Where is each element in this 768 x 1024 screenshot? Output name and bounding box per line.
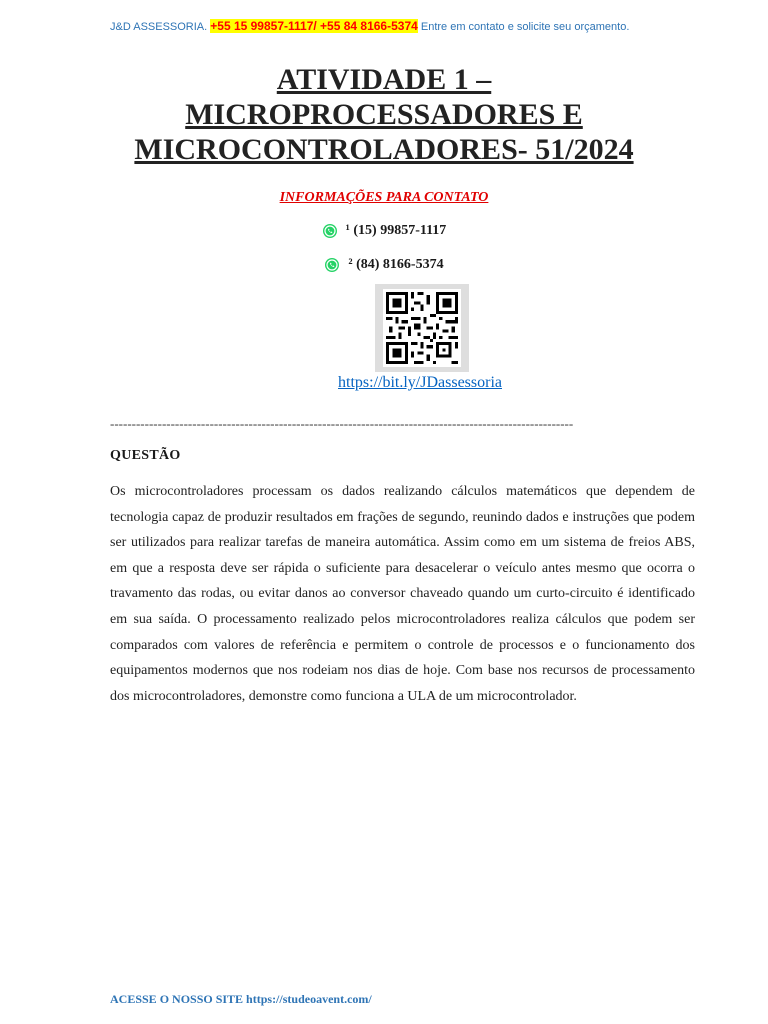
question-body: Os microcontroladores processam os dados realizando cálculos matemáticos que dependem de tecnologia capaz de produzir resultados em frações de segundo, reunindo dados e instruções que podem ser utilizados para realizar tarefas de maneira automática. Assim como em um sistema de freios ABS, em que a resposta deve ser rápida o suficiente para desacelerar o veículo antes mesmo que ocorra o travamento das rodas, ou evitar danos ao conversor chaveado quando um curto-circuito é identificado em sua saída. O processamento realizado pelos microcontroladores realiza cálculos que podem ser comparados com valores de referência e permitem o controle de processos e o funcionamento dos equipamentos modernos que nos rodeiam nos dias de hoje. Com base nos recursos de processamento dos microcontroladores, demonstre como funciona a ULA de um microcontrolador.	[110, 484, 695, 704]
footer-text: ACESSE O NOSSO SITE https://studeoavent.com/	[110, 992, 372, 1006]
contact-heading: INFORMAÇÕES PARA CONTATO	[279, 190, 489, 205]
page-title	[84, 62, 684, 167]
phone-2-text: ² (84) 8166-5374	[348, 257, 444, 272]
whatsapp-icon	[322, 223, 338, 239]
header-brand: J&D ASSESSORIA.	[110, 21, 208, 33]
contact-phone-1	[84, 223, 684, 239]
title-line-2: MICROPROCESSADORES E	[185, 98, 583, 131]
title-line-1: ATIVIDADE 1 –	[276, 63, 492, 96]
contact-phone-2	[84, 257, 684, 273]
whatsapp-icon	[324, 257, 340, 273]
header-note: Entre em contato e solicite seu orçamento.	[420, 21, 630, 33]
header-phones: +55 15 99857-1117/ +55 84 8166-5374	[210, 19, 418, 33]
contact-link[interactable]: https://bit.ly/JDassessoria	[338, 374, 502, 391]
qr-code	[383, 289, 461, 367]
phone-1-text: ¹ (15) 99857-1117	[345, 223, 447, 238]
separator-line: -----------------------------------------------------------------------------------------------------------	[110, 416, 574, 431]
qr-code-frame	[375, 284, 469, 372]
question-heading: QUESTÃO	[110, 448, 181, 463]
page-header	[110, 18, 710, 35]
title-line-3: MICROCONTROLADORES- 51/2024	[134, 133, 634, 166]
